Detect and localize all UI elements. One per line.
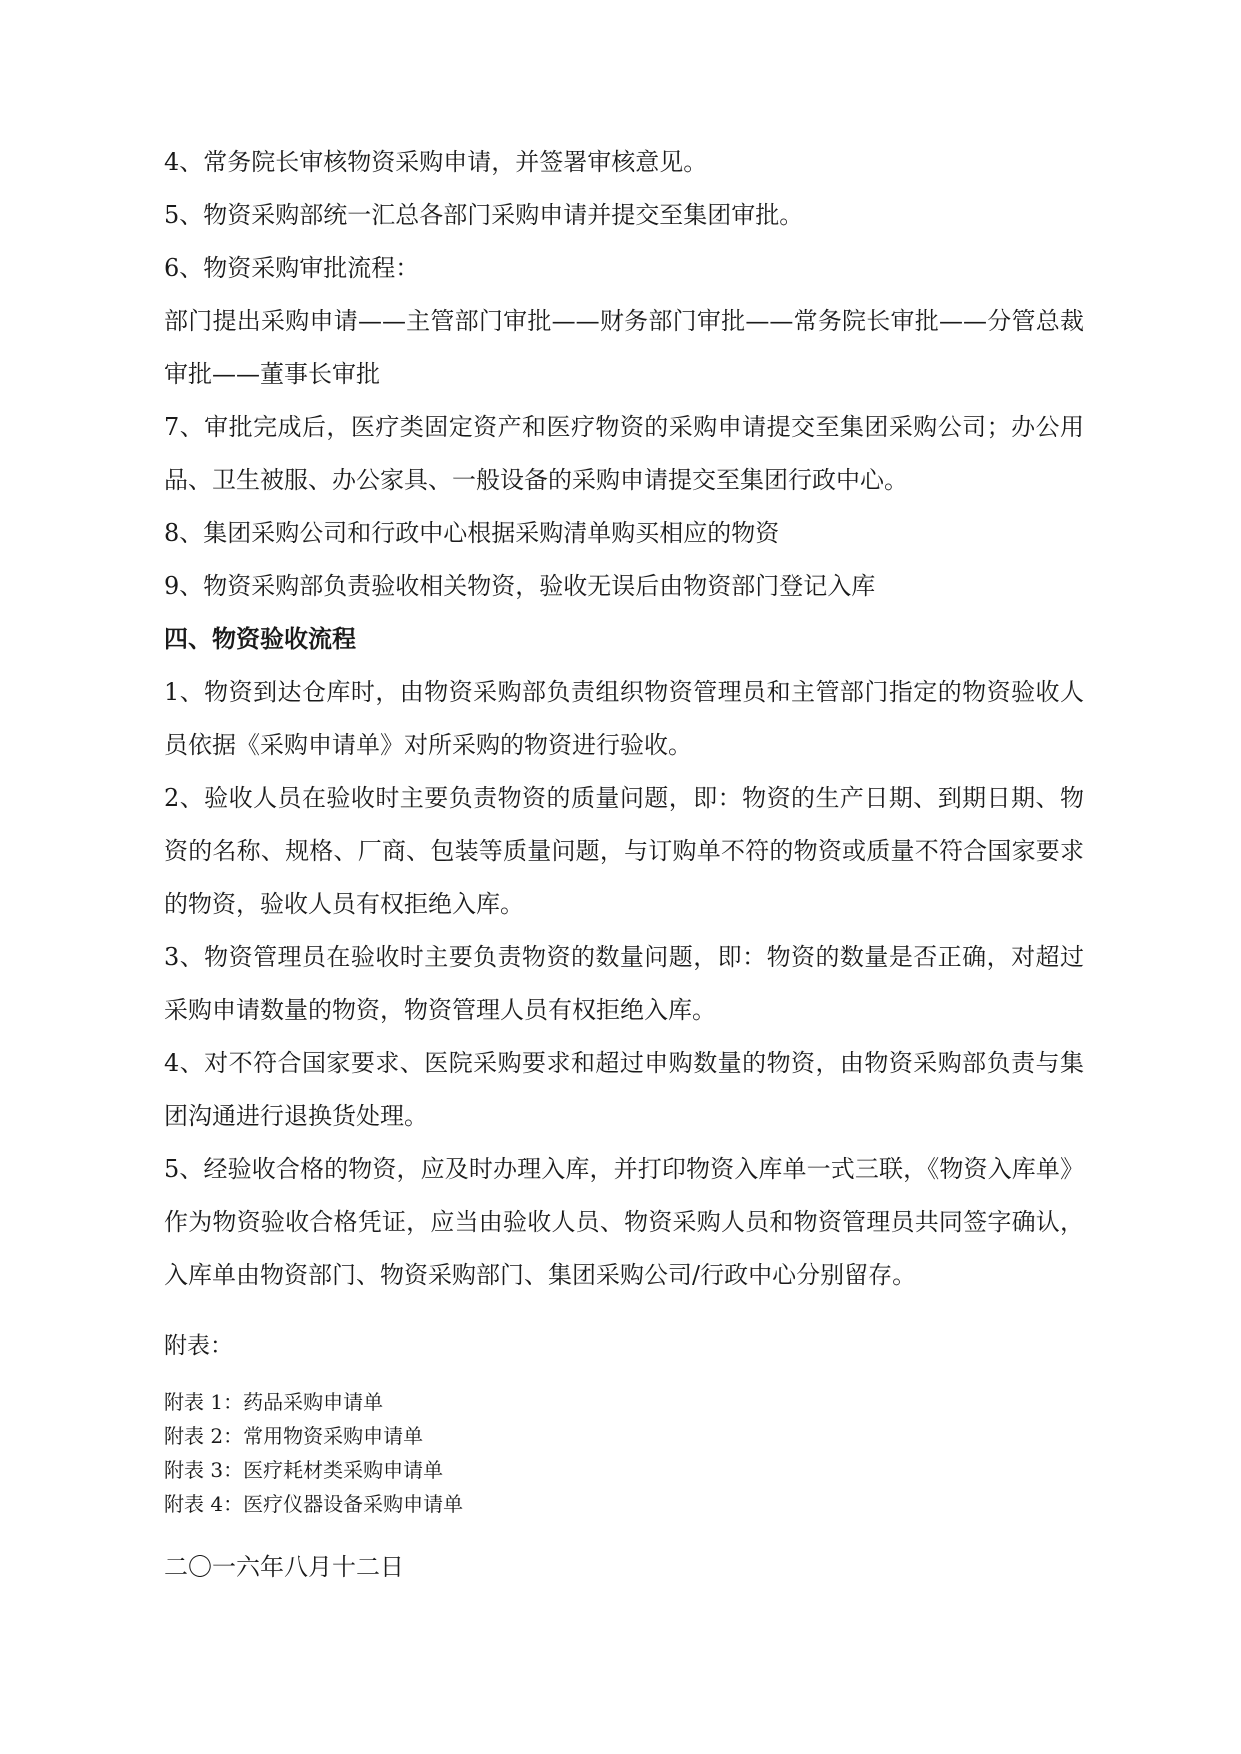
attachments-label: 附表： (164, 1333, 233, 1359)
acceptance-item-5: 5、经验收合格的物资，应及时办理入库，并打印物资入库单一式三联，《物资入库单》作为物资验收合格凭证，应当由验收人员、物资采购人员和物资管理员共同签字确认，入库单由物资部门、物资采购部门、集团采购公司/行政中心分别留存。 (164, 1155, 1084, 1289)
attachment-item: 附表 2：常用物资采购申请单 (164, 1424, 424, 1448)
section-heading: 四、物资验收流程 (164, 625, 356, 653)
paragraph-item-9: 9、物资采购部负责验收相关物资，验收无误后由物资部门登记入库 (164, 572, 876, 600)
paragraph-item-6: 6、物资采购审批流程： (164, 254, 420, 282)
acceptance-item-2: 2、验收人员在验收时主要负责物资的质量问题，即：物资的生产日期、到期日期、物资的名称、规格、厂商、包装等质量问题，与订购单不符的物资或质量不符合国家要求的物资，验收人员有权拒绝入库。 (164, 784, 1084, 918)
attachment-item: 附表 1：药品采购申请单 (164, 1390, 384, 1414)
approval-flow-text: 部门提出采购申请——主管部门审批——财务部门审批——常务院长审批——分管总裁审批——董事长审批 (164, 307, 1084, 388)
acceptance-item-3: 3、物资管理员在验收时主要负责物资的数量问题，即：物资的数量是否正确，对超过采购申请数量的物资，物资管理人员有权拒绝入库。 (164, 943, 1084, 1024)
document-page (164, 136, 1084, 1587)
paragraph-item-5: 5、物资采购部统一汇总各部门采购申请并提交至集团审批。 (164, 201, 804, 229)
paragraph-item-8: 8、集团采购公司和行政中心根据采购清单购买相应的物资 (164, 519, 780, 547)
paragraph-item-4: 4、常务院长审核物资采购申请，并签署审核意见。 (164, 148, 708, 176)
paragraph-item-7: 7、审批完成后，医疗类固定资产和医疗物资的采购申请提交至集团采购公司；办公用品、卫生被服、办公家具、一般设备的采购申请提交至集团行政中心。 (164, 413, 1084, 494)
document-date: 二〇一六年八月十二日 (164, 1553, 404, 1581)
acceptance-item-4: 4、对不符合国家要求、医院采购要求和超过申购数量的物资，由物资采购部负责与集团沟通进行退换货处理。 (164, 1049, 1084, 1130)
attachments-list (164, 1385, 1084, 1521)
attachment-item: 附表 3：医疗耗材类采购申请单 (164, 1458, 444, 1482)
attachment-item: 附表 4：医疗仪器设备采购申请单 (164, 1492, 464, 1516)
acceptance-item-1: 1、物资到达仓库时，由物资采购部负责组织物资管理员和主管部门指定的物资验收人员依据《采购申请单》对所采购的物资进行验收。 (164, 678, 1084, 759)
